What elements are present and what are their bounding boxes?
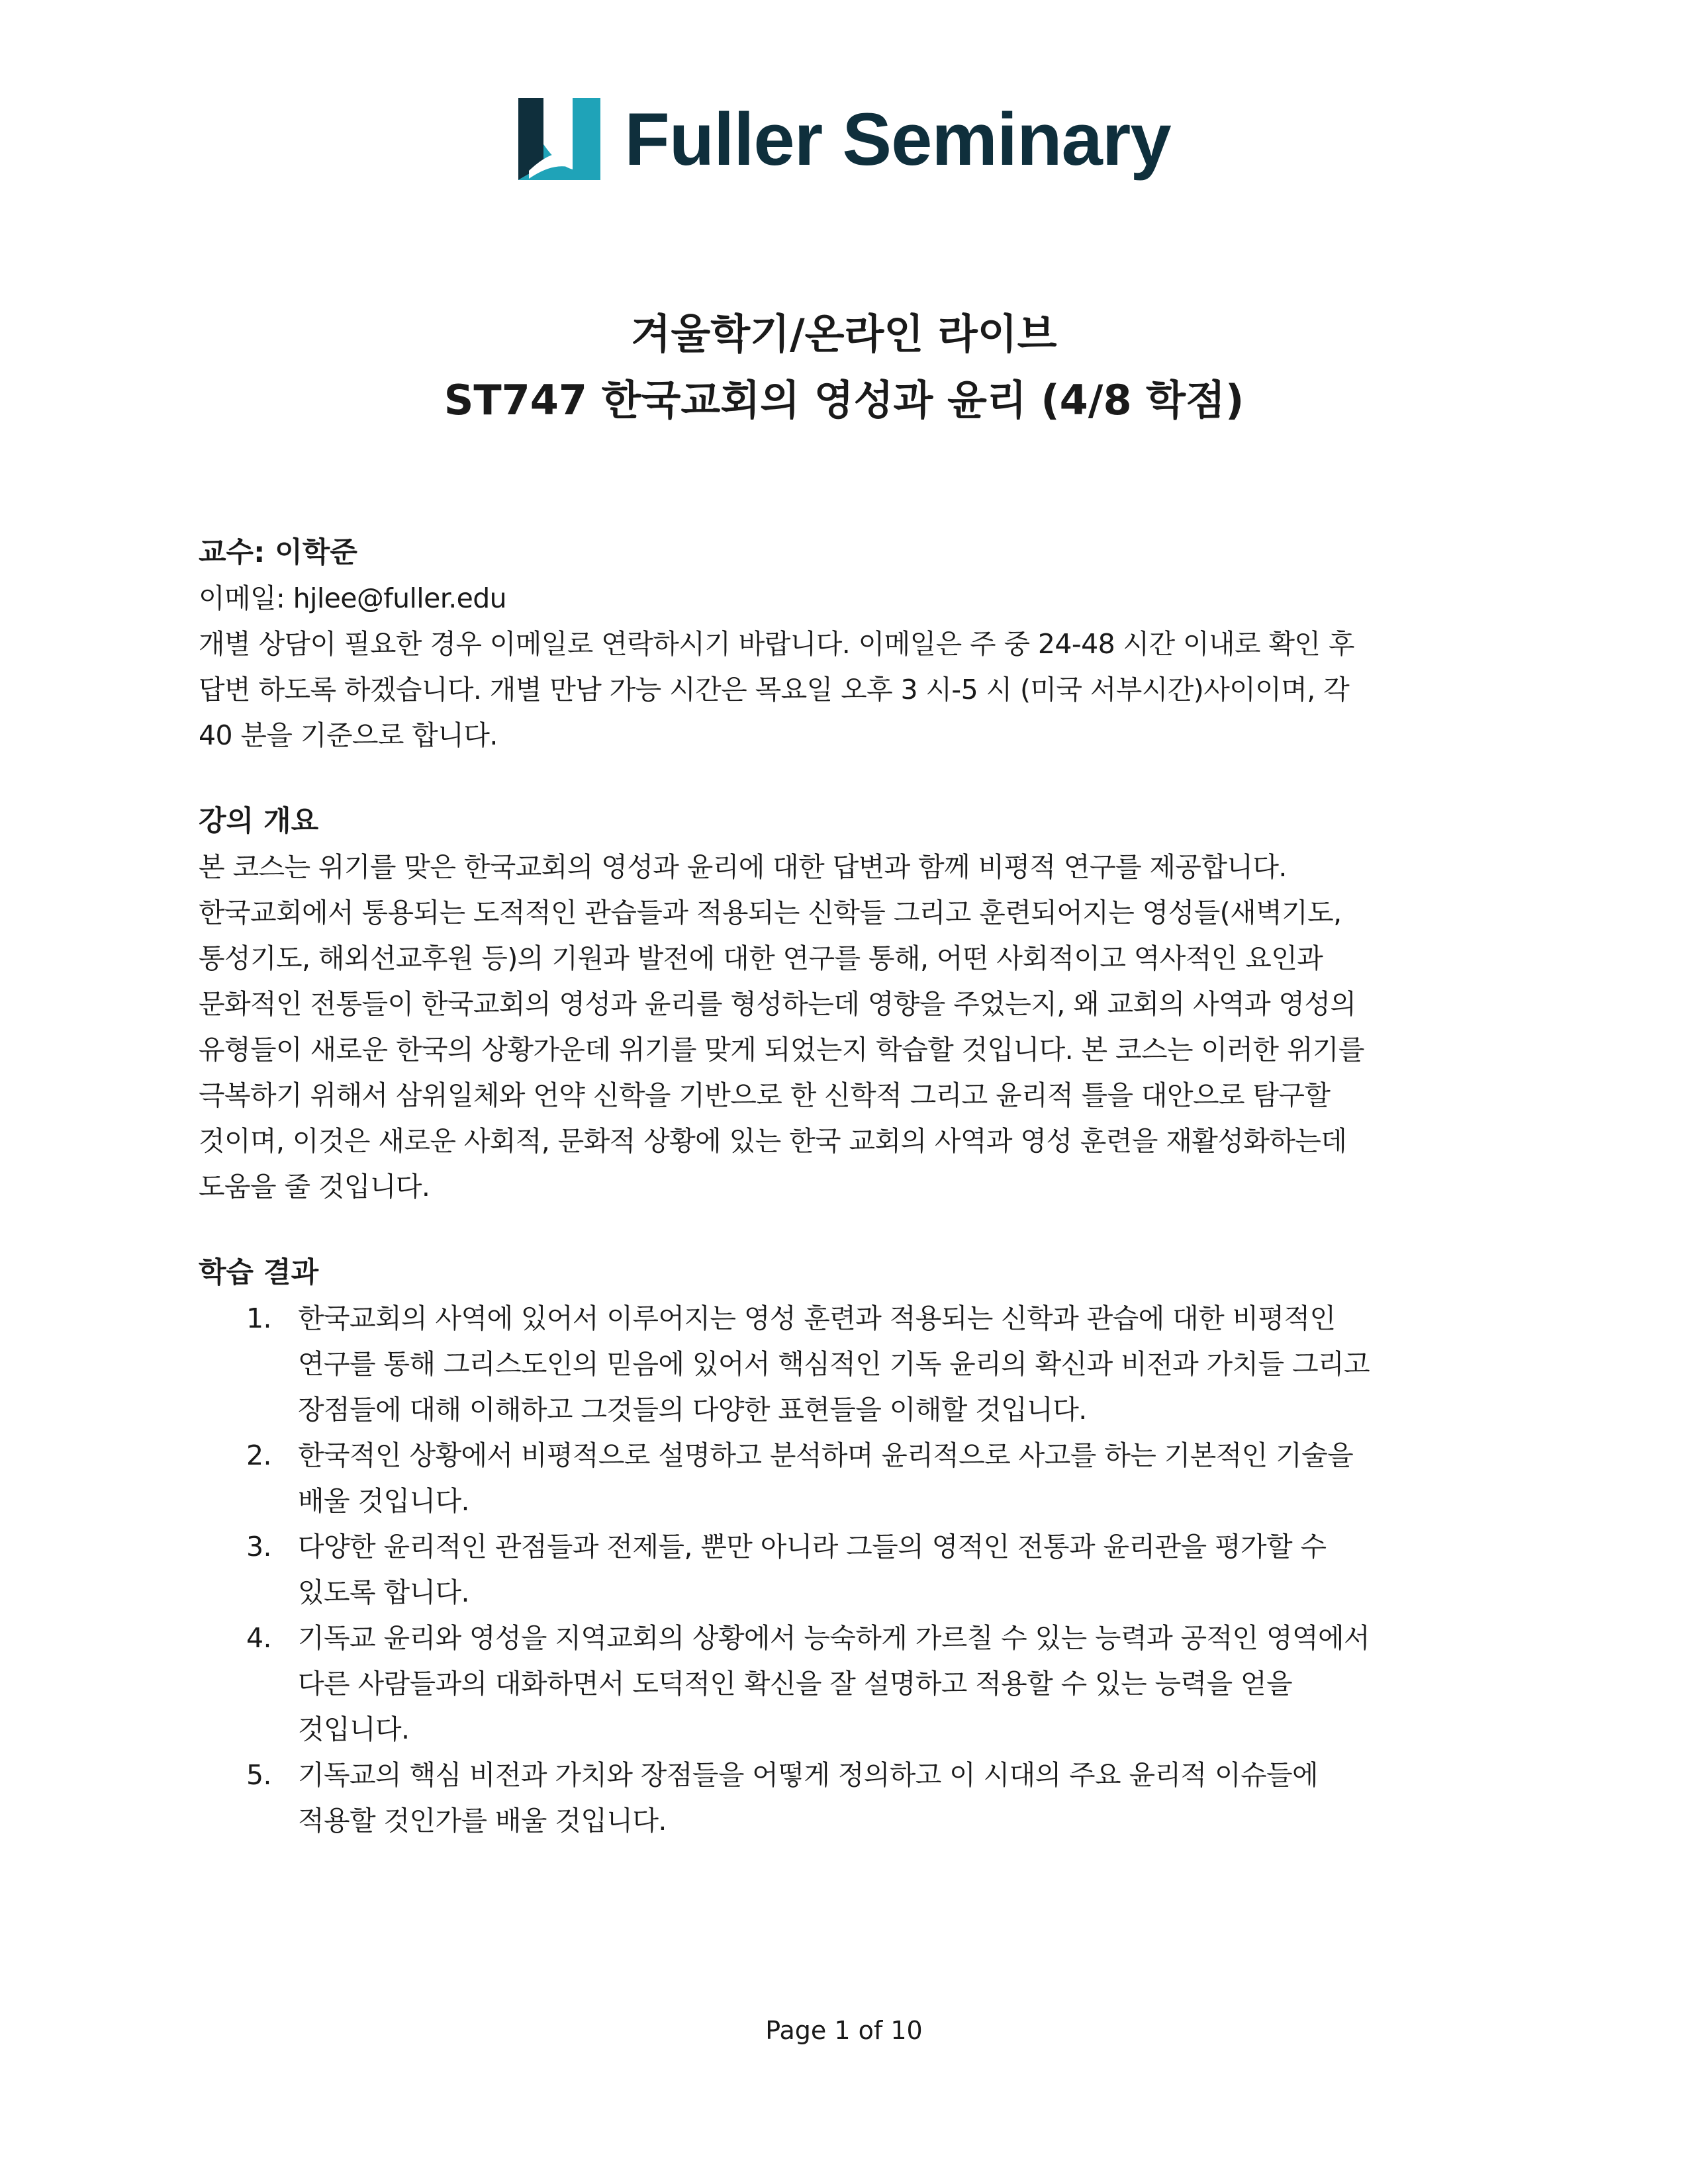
outcome-number: 5. — [246, 1759, 271, 1791]
outcome-line: 있도록 합니다. — [298, 1576, 469, 1608]
document-body — [199, 529, 1496, 1884]
open-book-logo-icon — [517, 97, 602, 181]
outcome-number: 3. — [246, 1531, 271, 1563]
page-number: Page 1 of 10 — [765, 2016, 923, 2045]
outcome-text — [298, 1752, 1496, 1844]
page-header — [0, 93, 1688, 185]
office-hours-line-1: 개별 상담이 필요한 경우 이메일로 연락하시기 바랍니다. 이메일은 주 중 24-48 시간 이내로 확인 후 — [199, 628, 1354, 660]
outcome-line: 기독교의 핵심 비전과 가치와 장점들을 어떻게 정의하고 이 시대의 주요 윤리적 이슈들에 — [298, 1759, 1318, 1791]
outcome-line: 연구를 통해 그리스도인의 믿음에 있어서 핵심적인 기독 윤리의 확신과 비전과 가치들 그리고 — [298, 1348, 1370, 1380]
outcome-line: 한국적인 상황에서 비평적으로 설명하고 분석하며 윤리적으로 사고를 하는 기본적인 기술을 — [298, 1439, 1354, 1471]
course-title — [0, 301, 1688, 433]
office-hours-line-3: 40 분을 기준으로 합니다. — [199, 719, 498, 751]
outcome-item — [199, 1615, 1496, 1752]
professor-email: 이메일: hjlee@fuller.edu — [199, 582, 507, 614]
title-line-course: ST747 한국교회의 영성과 윤리 (4/8 학점) — [444, 376, 1244, 424]
overview-line: 본 코스는 위기를 맞은 한국교회의 영성과 윤리에 대한 답변과 함께 비평적 연구를 제공합니다. — [199, 851, 1287, 883]
title-line-term: 겨울학기/온라인 라이브 — [631, 310, 1057, 358]
professor-section — [199, 529, 1496, 758]
outcome-text — [298, 1524, 1496, 1615]
outcome-text — [298, 1615, 1496, 1752]
overview-heading: 강의 개요 — [199, 805, 319, 838]
outcome-item — [199, 1296, 1496, 1433]
brand-name: Fuller Seminary — [624, 97, 1171, 181]
professor-heading: 교수: 이학준 — [199, 536, 357, 569]
outcome-line: 한국교회의 사역에 있어서 이루어지는 영성 훈련과 적용되는 신학과 관습에 대한 비평적인 — [298, 1302, 1336, 1334]
outcome-line: 다른 사람들과의 대화하면서 도덕적인 확신을 잘 설명하고 적용할 수 있는 능력을 얻을 — [298, 1668, 1292, 1700]
outcome-text — [298, 1296, 1496, 1433]
overview-section — [199, 798, 1496, 1210]
outcome-item — [199, 1524, 1496, 1615]
overview-line: 극복하기 위해서 삼위일체와 언약 신학을 기반으로 한 신학적 그리고 윤리적 틀을 대안으로 탐구할 — [199, 1079, 1331, 1111]
outcome-item — [199, 1433, 1496, 1524]
office-hours-line-2: 답변 하도록 하겠습니다. 개별 만남 가능 시간은 목요일 오후 3 시-5 시 (미국 서부시간)사이이며, 각 — [199, 674, 1350, 705]
outcomes-heading: 학습 결과 — [199, 1256, 319, 1289]
outcomes-section — [199, 1250, 1496, 1844]
outcome-line: 배울 것입니다. — [298, 1485, 469, 1517]
outcome-line: 기독교 윤리와 영성을 지역교회의 상황에서 능숙하게 가르칠 수 있는 능력과 공적인 영역에서 — [298, 1622, 1370, 1654]
outcomes-list — [199, 1296, 1496, 1844]
outcome-number: 2. — [246, 1439, 271, 1471]
outcome-text — [298, 1433, 1496, 1524]
outcome-number: 4. — [246, 1622, 271, 1654]
outcome-line: 적용할 것인가를 배울 것입니다. — [298, 1805, 667, 1837]
overview-line: 도움을 줄 것입니다. — [199, 1171, 430, 1203]
outcome-line: 것입니다. — [298, 1713, 410, 1745]
overview-line: 통성기도, 해외선교후원 등)의 기원과 발전에 대한 연구를 통해, 어떤 사회적이고 역사적인 요인과 — [199, 942, 1323, 974]
overview-line: 유형들이 새로운 한국의 상황가운데 위기를 맞게 되었는지 학습할 것입니다. 본 코스는 이러한 위기를 — [199, 1034, 1364, 1066]
outcome-number: 1. — [246, 1302, 271, 1334]
outcome-item — [199, 1752, 1496, 1844]
overview-line: 한국교회에서 통용되는 도적적인 관습들과 적용되는 신학들 그리고 훈련되어지는 영성들(새벽기도, — [199, 897, 1342, 929]
overview-line: 문화적인 전통들이 한국교회의 영성과 윤리를 형성하는데 영향을 주었는지, 왜 교회의 사역과 영성의 — [199, 988, 1356, 1020]
outcome-line: 다양한 윤리적인 관점들과 전제들, 뿐만 아니라 그들의 영적인 전통과 윤리관을 평가할 수 — [298, 1531, 1327, 1563]
overview-line: 것이며, 이것은 새로운 사회적, 문화적 상황에 있는 한국 교회의 사역과 영성 훈련을 재활성화하는데 — [199, 1125, 1347, 1157]
outcome-line: 장점들에 대해 이해하고 그것들의 다양한 표현들을 이해할 것입니다. — [298, 1394, 1087, 1426]
